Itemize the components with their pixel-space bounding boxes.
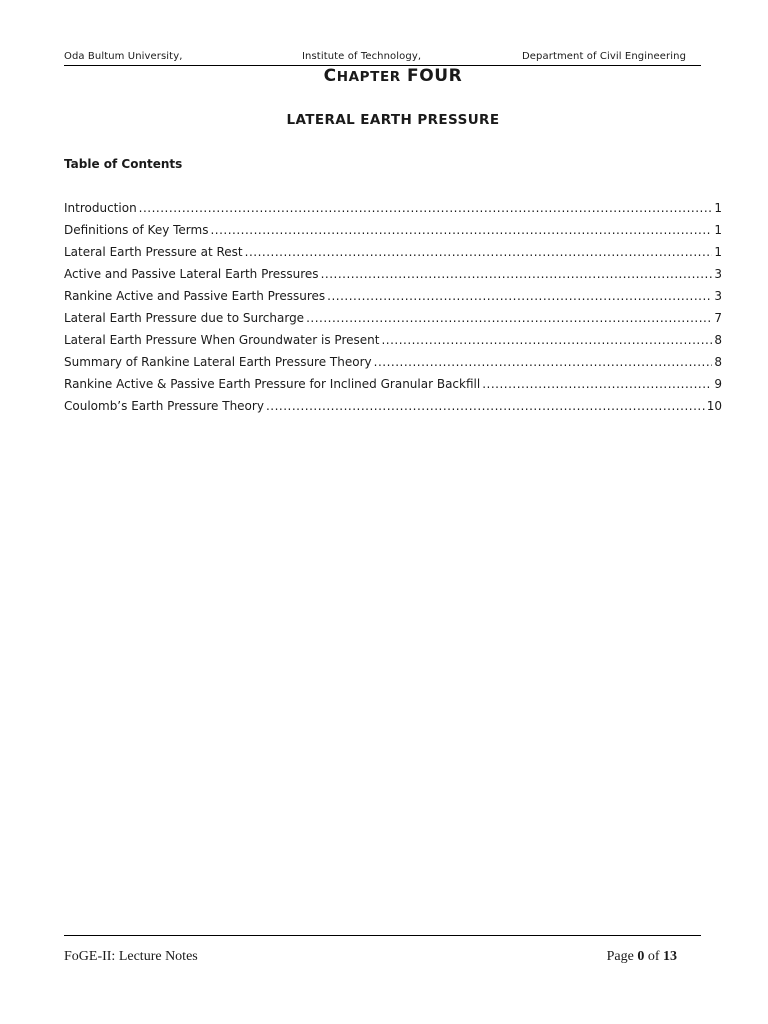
toc-entry-page: 8 <box>714 355 722 369</box>
toc-entry[interactable] <box>64 310 722 332</box>
toc-entry-label: Rankine Active and Passive Earth Pressures <box>64 289 326 303</box>
toc-leader <box>321 266 713 282</box>
toc-leader <box>327 288 712 304</box>
toc-entry[interactable] <box>64 398 722 420</box>
toc-leader <box>381 332 712 348</box>
page-word: Page <box>606 949 634 964</box>
chapter-heading <box>0 66 768 86</box>
toc-leader <box>374 354 713 370</box>
toc-entry[interactable] <box>64 332 722 354</box>
total-pages: 13 <box>663 949 677 964</box>
toc-entry[interactable] <box>64 288 722 310</box>
toc-entry-label: Lateral Earth Pressure due to Surcharge <box>64 311 305 325</box>
toc-entry-page: 10 <box>706 399 722 413</box>
toc-entry[interactable] <box>64 200 722 222</box>
header-university: Oda Bultum University, <box>64 51 183 62</box>
toc-entry[interactable] <box>64 376 722 398</box>
document-title: LATERAL EARTH PRESSURE <box>286 112 500 128</box>
toc-entry[interactable] <box>64 354 722 376</box>
chapter-number-word: FOUR <box>406 66 463 86</box>
chapter-word-rest: HAPTER <box>336 69 401 85</box>
toc-heading: Table of Contents <box>64 157 183 171</box>
toc-leader <box>139 200 713 216</box>
of-word: of <box>647 949 660 964</box>
toc-entry-label: Summary of Rankine Lateral Earth Pressure Theory <box>64 355 372 369</box>
toc-entry[interactable] <box>64 222 722 244</box>
toc-entry-page: 1 <box>714 245 722 259</box>
toc-entry[interactable] <box>64 266 722 288</box>
toc-entry-page: 9 <box>714 377 722 391</box>
toc-entry-label: Rankine Active & Passive Earth Pressure for Inclined Granular Backfill <box>64 377 481 391</box>
toc-entry-label: Active and Passive Lateral Earth Pressures <box>64 267 319 281</box>
page-number <box>607 949 677 965</box>
toc-entry-page: 3 <box>714 289 722 303</box>
toc-entry-page: 3 <box>714 267 722 281</box>
chapter-initial: C <box>323 66 337 86</box>
toc-entry-label: Lateral Earth Pressure at Rest <box>64 245 243 259</box>
toc-entry-page: 7 <box>714 311 722 325</box>
toc-leader <box>482 376 712 392</box>
toc-entry-page: 1 <box>714 223 722 237</box>
toc-entry[interactable] <box>64 244 722 266</box>
toc-leader <box>210 222 712 238</box>
toc-leader <box>306 310 712 326</box>
toc-entry-label: Lateral Earth Pressure When Groundwater is Present <box>64 333 380 347</box>
footer-divider <box>64 935 701 936</box>
toc-entry-label: Introduction <box>64 201 137 215</box>
header-institute: Institute of Technology, <box>302 51 422 62</box>
footer-course-label: FoGE-II: Lecture Notes <box>64 949 198 964</box>
table-of-contents <box>64 200 722 420</box>
toc-entry-label: Definitions of Key Terms <box>64 223 209 237</box>
current-page: 0 <box>637 949 645 964</box>
header-department: Department of Civil Engineering <box>522 51 687 62</box>
toc-leader <box>245 244 713 260</box>
toc-leader <box>266 398 705 414</box>
toc-entry-label: Coulomb’s Earth Pressure Theory <box>64 399 264 413</box>
toc-entry-page: 1 <box>714 201 722 215</box>
toc-entry-page: 8 <box>714 333 722 347</box>
